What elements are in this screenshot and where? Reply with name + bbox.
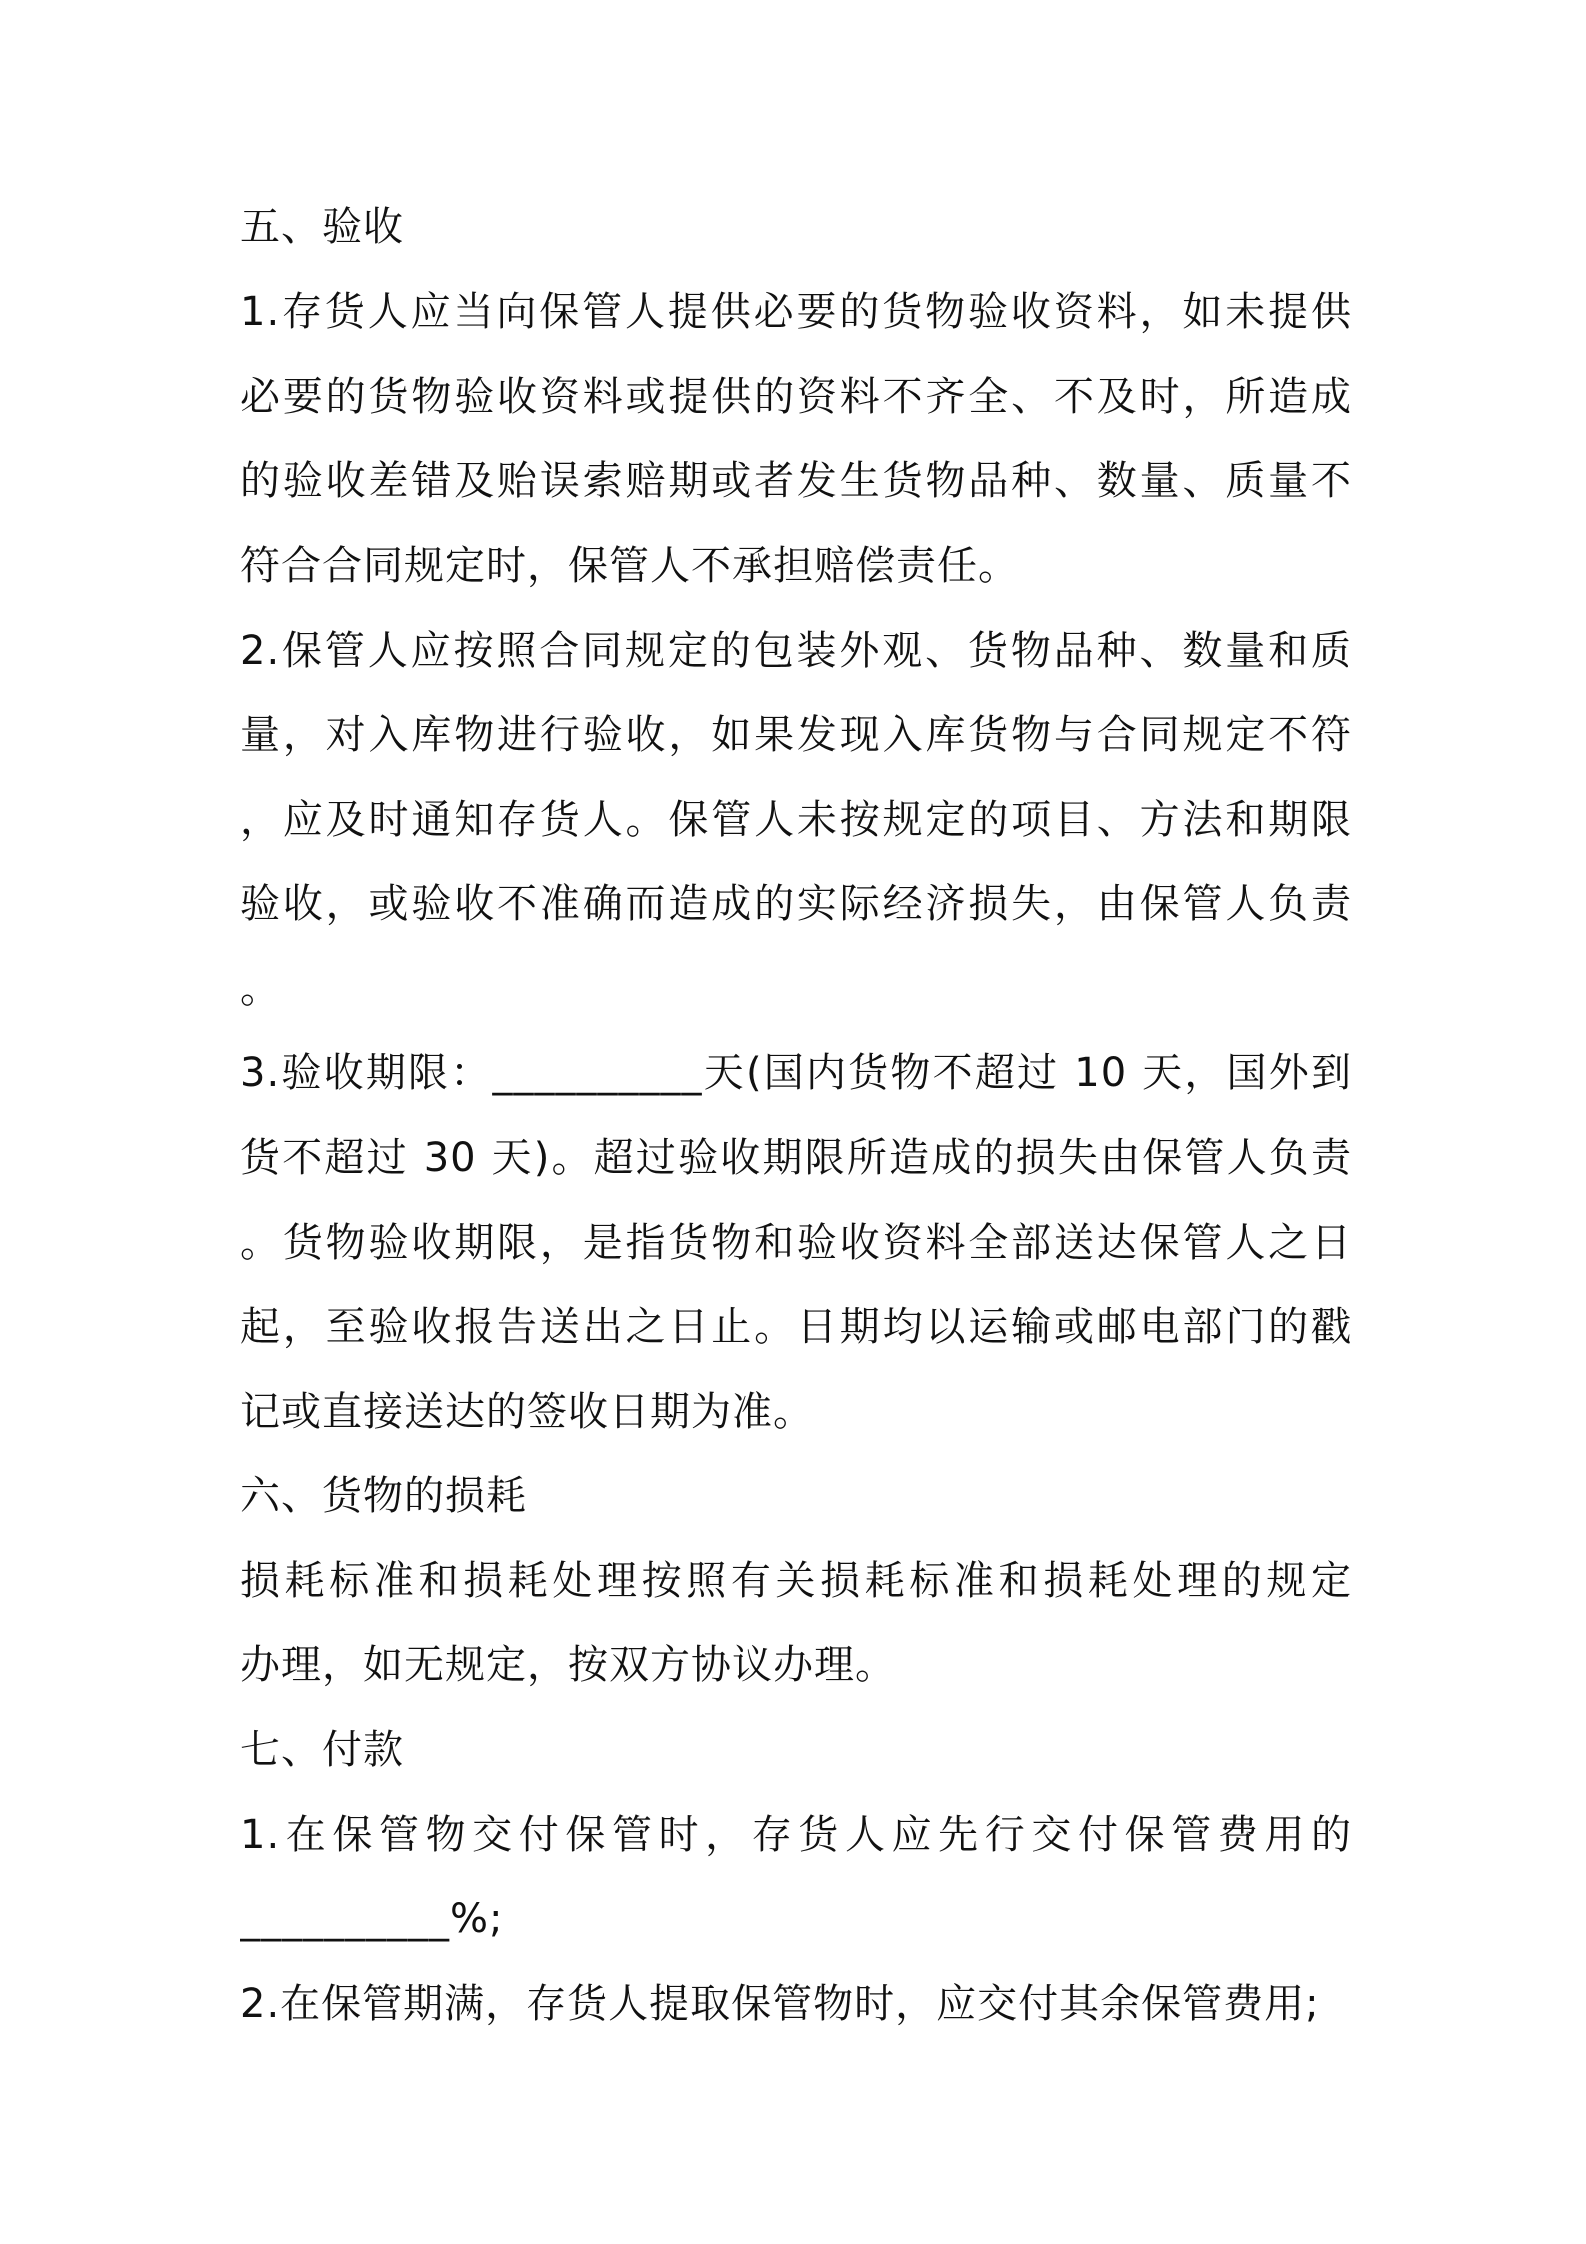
paragraph-line: 验收，或验收不准确而造成的实际经济损失，由保管人负责 (240, 881, 1352, 927)
paragraph-line: __________%; (240, 1896, 504, 1942)
section-heading-goods-loss: 六、货物的损耗 (240, 1473, 527, 1519)
paragraph-line: 量，对入库物进行验收，如果发现入库货物与合同规定不符 (240, 712, 1352, 758)
section-heading-acceptance: 五、验收 (240, 204, 404, 250)
paragraph-line: 1.在保管物交付保管时，存货人应先行交付保管费用的 (240, 1812, 1352, 1858)
paragraph-line: 3.验收期限：__________天(国内货物不超过 10 天，国外到 (240, 1050, 1352, 1096)
paragraph-line: 货不超过 30 天)。超过验收期限所造成的损失由保管人负责 (240, 1135, 1352, 1181)
paragraph-line: 损耗标准和损耗处理按照有关损耗标准和损耗处理的规定 (240, 1558, 1352, 1604)
paragraph-line: ，应及时通知存货人。保管人未按规定的项目、方法和期限 (240, 797, 1352, 843)
paragraph-line: 1.存货人应当向保管人提供必要的货物验收资料，如未提供 (240, 289, 1352, 335)
paragraph-line: 记或直接送达的签收日期为准。 (240, 1389, 814, 1435)
paragraph-line: 2.保管人应按照合同规定的包装外观、货物品种、数量和质 (240, 628, 1352, 674)
paragraph-line: 必要的货物验收资料或提供的资料不齐全、不及时，所造成 (240, 374, 1352, 420)
section-heading-payment: 七、付款 (240, 1727, 404, 1773)
paragraph-line: 符合合同规定时，保管人不承担赔偿责任。 (240, 543, 1019, 589)
paragraph-line: 起，至验收报告送出之日止。日期均以运输或邮电部门的戳 (240, 1304, 1352, 1350)
paragraph-line: 办理，如无规定，按双方协议办理。 (240, 1642, 896, 1688)
paragraph-line: 。 (240, 966, 281, 1012)
paragraph-line: 。货物验收期限，是指货物和验收资料全部送达保管人之日 (240, 1220, 1352, 1266)
paragraph-line: 的验收差错及贻误索赔期或者发生货物品种、数量、质量不 (240, 458, 1352, 504)
paragraph-line: 2.在保管期满，存货人提取保管物时，应交付其余保管费用; (240, 1981, 1320, 2027)
